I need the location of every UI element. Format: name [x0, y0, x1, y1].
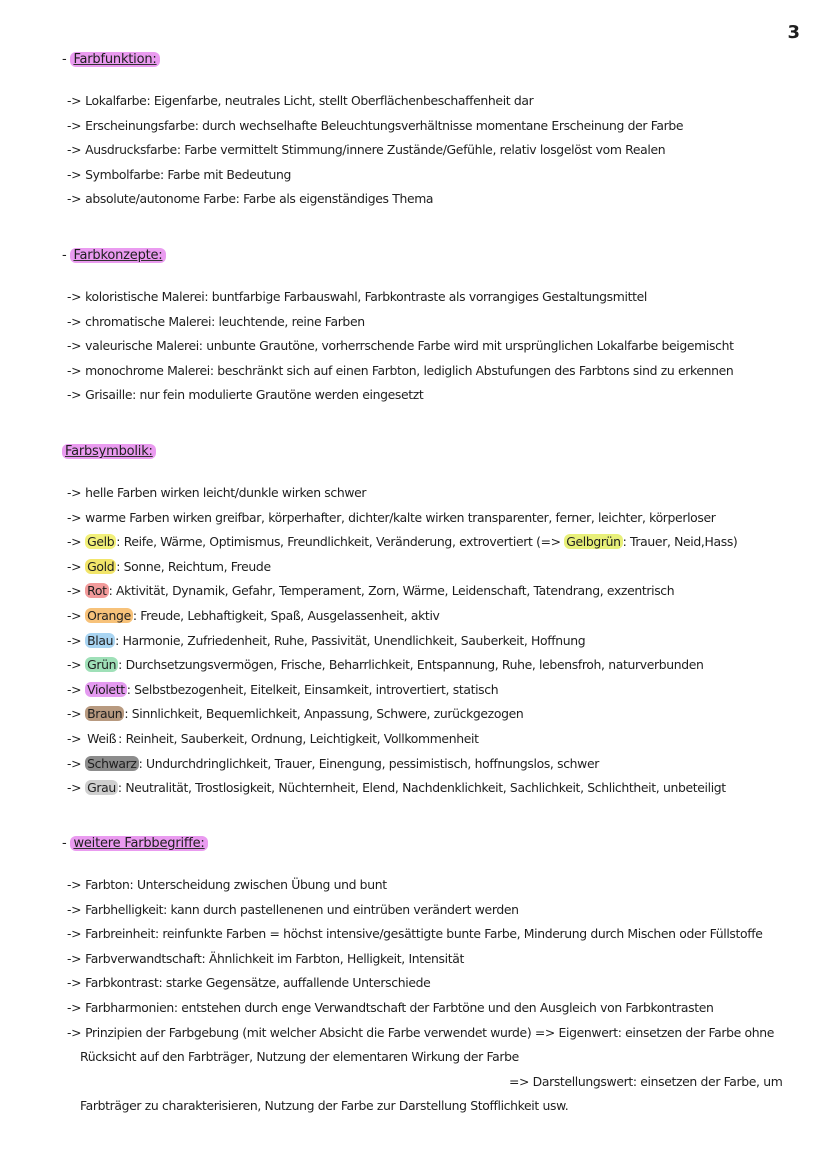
- list-item: [67, 947, 802, 972]
- item-text: koloristische Malerei: buntfarbige Farbauswahl, Farbkontraste als vorrangiges Gestaltungsmittel: [85, 289, 647, 304]
- arrow-icon: ->: [67, 117, 82, 133]
- item-text: : Trauer, Neid,Hass): [622, 534, 738, 550]
- list-item: [67, 310, 802, 335]
- arrow-icon: ->: [67, 999, 82, 1015]
- item-text: Farbton: Unterscheidung zwischen Übung und bunt: [85, 877, 387, 892]
- list-item: [67, 579, 802, 604]
- item-text: Farbreinheit: reinfunkte Farben = höchst intensive/gesättigte bunte Farbe, Minderung durch Mischen oder Füllstoffe: [85, 926, 763, 942]
- list-item: [67, 727, 802, 752]
- list-item: [67, 555, 802, 580]
- list-item: [67, 285, 802, 310]
- item-list: [67, 285, 802, 408]
- item-list: [67, 89, 802, 212]
- item-text: : Freude, Lebhaftigkeit, Spaß, Ausgelassenheit, aktiv: [132, 607, 440, 623]
- color-name: Weiß: [87, 730, 117, 746]
- list-item: [67, 604, 802, 629]
- list-item: [67, 776, 802, 801]
- arrow-icon: ->: [67, 877, 82, 892]
- arrow-icon: ->: [67, 780, 82, 796]
- list-item: [67, 359, 802, 384]
- list-item: [67, 383, 802, 408]
- list-item: [67, 922, 802, 947]
- item-text: Ausdrucksfarbe: Farbe vermittelt Stimmung/innere Zustände/Gefühle, relativ losgelöst vom Realen: [85, 142, 666, 158]
- item-text: Lokalfarbe: Eigenfarbe, neutrales Licht, stellt Oberflächenbeschaffenheit dar: [85, 93, 534, 108]
- item-list: [67, 873, 802, 1045]
- list-item: [67, 678, 802, 703]
- list-item: [67, 629, 802, 654]
- list-item: [67, 138, 802, 163]
- arrow-icon: ->: [67, 362, 82, 378]
- list-item: [67, 996, 802, 1021]
- item-text: chromatische Malerei: leuchtende, reine Farben: [85, 313, 365, 329]
- item-text: Erscheinungsfarbe: durch wechselhafte Beleuchtungsverhältnisse momentane Erscheinung der Farbe: [85, 117, 684, 133]
- list-item: [67, 653, 802, 678]
- item-text: Grisaille: nur fein modulierte Grautöne werden eingesetzt: [85, 387, 424, 403]
- arrow-icon: ->: [67, 950, 82, 966]
- list-item: [67, 506, 802, 531]
- color-name: Gelbgrün: [566, 534, 621, 550]
- color-name: Gelb: [87, 534, 115, 550]
- list-item: [67, 752, 802, 777]
- item-text: Farbverwandtschaft: Ähnlichkeit im Farbton, Helligkeit, Intensität: [85, 950, 464, 966]
- arrow-icon: ->: [67, 166, 82, 182]
- color-name: Blau: [87, 632, 114, 648]
- list-item: [67, 334, 802, 359]
- continuation-line: => Darstellungswert: einsetzen der Farbe, um: [509, 1073, 783, 1089]
- section-heading: - Farbkonzepte:: [62, 247, 802, 265]
- item-text: warme Farben wirken greifbar, körperhafter, dichter/kalte wirken transparenter, ferner, leichter, körperloser: [85, 509, 716, 525]
- item-text: : Selbstbezogenheit, Eitelkeit, Einsamkeit, introvertiert, statisch: [126, 681, 499, 697]
- color-name: Grau: [87, 780, 116, 796]
- list-item: [67, 114, 802, 139]
- item-text: : Sinnlichkeit, Bequemlichkeit, Anpassung, Schwere, zurückgezogen: [124, 706, 524, 722]
- list-item: [67, 873, 802, 898]
- heading-text: Farbsymbolik:: [62, 444, 156, 459]
- arrow-icon: ->: [67, 313, 82, 329]
- color-name: Orange: [87, 607, 131, 623]
- arrow-icon: ->: [67, 681, 82, 697]
- item-text: : Sonne, Reichtum, Freude: [116, 558, 271, 574]
- list-item: [67, 898, 802, 923]
- arrow-icon: ->: [67, 558, 82, 574]
- arrow-icon: ->: [67, 534, 82, 550]
- list-item: [67, 530, 802, 555]
- list-item: [67, 89, 802, 114]
- item-text: Farbharmonien: entstehen durch enge Verwandtschaft der Farbtöne und den Ausgleich von Farbkontrasten: [85, 999, 714, 1015]
- arrow-icon: ->: [67, 607, 82, 623]
- section-heading: - Farbfunktion:: [62, 51, 802, 69]
- list-item: [67, 971, 802, 996]
- arrow-icon: ->: [67, 289, 82, 304]
- arrow-icon: ->: [67, 191, 82, 207]
- item-text: : Neutralität, Trostlosigkeit, Nüchternheit, Elend, Nachdenklichkeit, Sachlichkeit, Schlichtheit, unbeteiligt: [117, 780, 726, 796]
- section-farbfunktion: [62, 51, 802, 212]
- heading-text: weitere Farbbegriffe:: [70, 836, 207, 851]
- section-farbkonzepte: [62, 247, 802, 408]
- arrow-icon: ->: [67, 755, 82, 771]
- item-text: Farbhelligkeit: kann durch pastellenenen und eintrüben verändert werden: [85, 901, 519, 917]
- arrow-icon: ->: [67, 142, 82, 158]
- list-item: [67, 702, 802, 727]
- page-number: 3: [787, 22, 800, 43]
- section-heading: - weitere Farbbegriffe:: [62, 835, 802, 853]
- color-name: Violett: [87, 681, 125, 697]
- item-text: : Aktivität, Dynamik, Gefahr, Temperament, Zorn, Wärme, Leidenschaft, Tatendrang, exzentrisch: [108, 583, 675, 599]
- arrow-icon: ->: [67, 509, 82, 525]
- arrow-icon: ->: [67, 1024, 82, 1040]
- color-name: Gold: [87, 558, 115, 574]
- section-farbsymbolik: [62, 443, 802, 801]
- arrow-icon: ->: [67, 583, 82, 599]
- item-text: : Harmonie, Zufriedenheit, Ruhe, Passivität, Unendlichkeit, Sauberkeit, Hoffnung: [115, 632, 586, 648]
- arrow-icon: ->: [67, 657, 82, 673]
- section-weitere-farbbegriffe: [62, 835, 802, 1119]
- item-text: : Reinheit, Sauberkeit, Ordnung, Leichtigkeit, Vollkommenheit: [118, 730, 479, 746]
- item-text: Farbkontrast: starke Gegensätze, auffallende Unterschiede: [85, 975, 431, 991]
- heading-text: Farbfunktion:: [70, 52, 159, 67]
- color-name: Schwarz: [87, 755, 137, 771]
- item-text: : Undurchdringlichkeit, Trauer, Einengung, pessimistisch, hoffnungslos, schwer: [138, 755, 599, 771]
- continuation-line: Rücksicht auf den Farbträger, Nutzung der elementaren Wirkung der Farbe: [80, 1049, 519, 1065]
- item-text: monochrome Malerei: beschränkt sich auf einen Farbton, lediglich Abstufungen des Farbtons sind zu erkennen: [85, 362, 734, 378]
- arrow-icon: ->: [67, 338, 82, 354]
- arrow-icon: ->: [67, 975, 82, 991]
- list-item: [67, 481, 802, 506]
- item-text: : Durchsetzungsvermögen, Frische, Beharrlichkeit, Entspannung, Ruhe, lebensfroh, naturverbunden: [118, 657, 704, 673]
- item-text: : Reife, Wärme, Optimismus, Freundlichkeit, Veränderung, extrovertiert (=>: [116, 534, 565, 550]
- arrow-icon: ->: [67, 730, 82, 746]
- list-item: [67, 187, 802, 212]
- color-name: Braun: [87, 706, 123, 722]
- item-text: valeurische Malerei: unbunte Grautöne, vorherrschende Farbe wird mit ursprünglichen Lokalfarbe beigemischt: [85, 338, 734, 354]
- color-name: Grün: [87, 657, 117, 673]
- color-name: Rot: [87, 583, 107, 599]
- arrow-icon: ->: [67, 706, 82, 722]
- arrow-icon: ->: [67, 485, 82, 500]
- item-text: absolute/autonome Farbe: Farbe als eigenständiges Thema: [85, 191, 434, 207]
- item-text: Prinzipien der Farbgebung (mit welcher Absicht die Farbe verwendet wurde) => Eigenwert: einsetzen der Farbe ohne: [85, 1024, 775, 1040]
- arrow-icon: ->: [67, 926, 82, 942]
- arrow-icon: ->: [67, 387, 82, 403]
- section-heading: [62, 443, 802, 461]
- item-text: helle Farben wirken leicht/dunkle wirken schwer: [85, 485, 367, 500]
- item-text: Symbolfarbe: Farbe mit Bedeutung: [85, 166, 292, 182]
- heading-text: Farbkonzepte:: [70, 248, 165, 263]
- arrow-icon: ->: [67, 93, 82, 108]
- list-item: [67, 1021, 802, 1046]
- arrow-icon: ->: [67, 632, 82, 648]
- arrow-icon: ->: [67, 901, 82, 917]
- continuation-line: Farbträger zu charakterisieren, Nutzung der Farbe zur Darstellung Stofflichkeit usw.: [80, 1098, 569, 1114]
- item-list: [67, 481, 802, 801]
- list-item: [67, 163, 802, 188]
